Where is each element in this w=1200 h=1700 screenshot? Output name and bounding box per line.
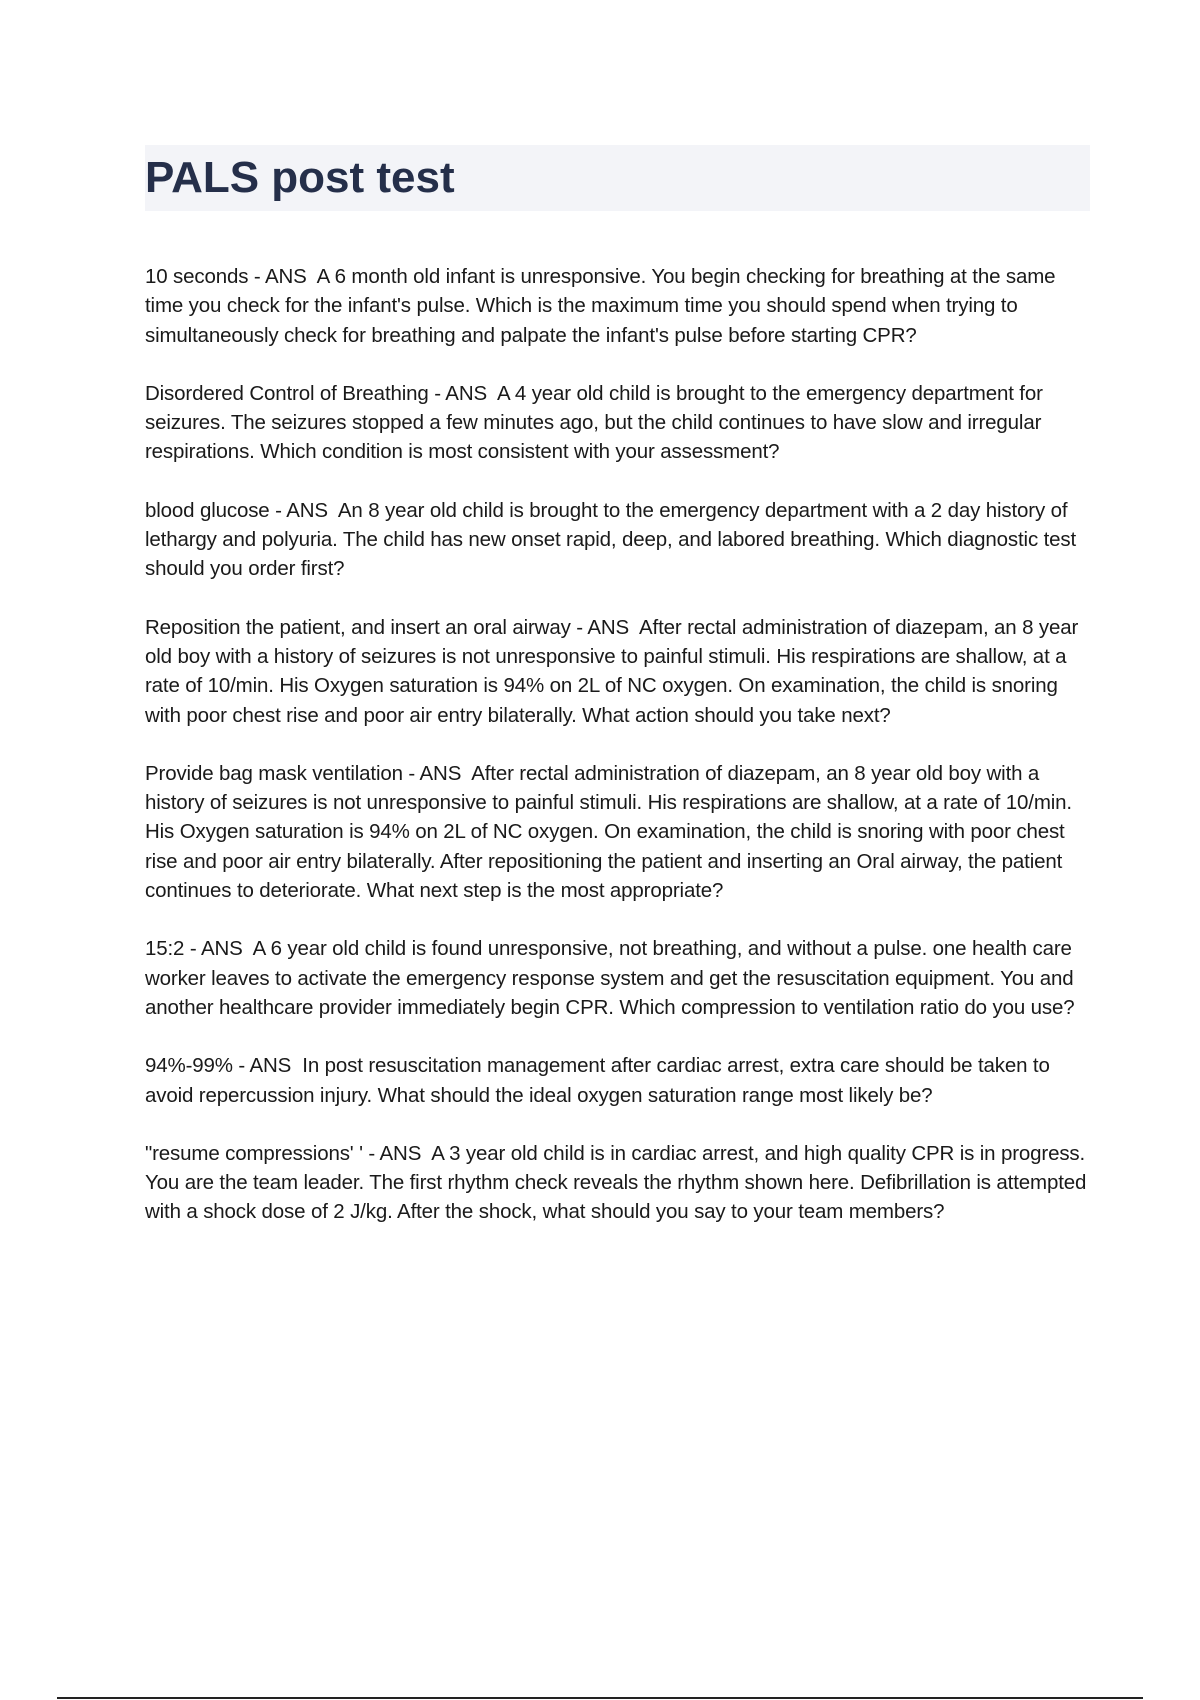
ans-label: ANS bbox=[379, 1141, 422, 1165]
question-text: After rectal administration of diazepam, an 8 year old boy with a history of seizures is not unresponsive to painful stimuli. His respirations are shallow, at a rate of 10/min. His Oxygen saturation is 94% on 2L of NC oxygen. On examination, the child is snoring with poor chest rise and poor air entry bilaterally. What action should you take next? bbox=[145, 615, 1079, 727]
qa-entry bbox=[145, 1139, 1090, 1227]
answer-text: 10 seconds bbox=[145, 265, 249, 288]
answer-text: 15:2 bbox=[145, 937, 185, 961]
question-text: A 4 year old child is brought to the emergency department for seizures. The seizures stopped a few minutes ago, but the child continues to have slow and irregular respirations. Which condition is most consistent with your assessment? bbox=[145, 381, 1043, 464]
question-text: A 6 month old infant is unresponsive. You begin checking for breathing at the same time you check for the infant's pulse. Which is the maximum time you should spend when trying to simultaneously check for breathing and palpate the infant's pulse before starting CPR? bbox=[145, 265, 1056, 347]
page-title: PALS post test bbox=[145, 153, 455, 202]
qa-entry bbox=[145, 379, 1090, 467]
ans-label: ANS bbox=[445, 381, 487, 405]
qa-entry bbox=[145, 1051, 1090, 1110]
qa-entry bbox=[145, 759, 1090, 905]
qa-entry bbox=[145, 496, 1090, 584]
answer-text: 94%-99% bbox=[145, 1054, 233, 1078]
question-text: A 6 year old child is found unresponsive, not breathing, and without a pulse. one health care worker leaves to activate the emergency response system and get the resuscitation equipment. You and another healthcare provider immediately begin CPR. Which compression to ventilation ratio do you use? bbox=[145, 937, 1075, 1019]
question-text: In post resuscitation management after cardiac arrest, extra care should be taken to avoid repercussion injury. What should the ideal oxygen saturation range most likely be? bbox=[145, 1054, 1050, 1107]
ans-label: ANS bbox=[286, 498, 328, 522]
separator: - bbox=[428, 381, 446, 405]
separator: - bbox=[402, 761, 420, 785]
ans-label: ANS bbox=[200, 937, 243, 961]
ans-label: ANS bbox=[265, 265, 307, 288]
answer-text: Disordered Control of Breathing bbox=[145, 381, 429, 405]
ans-label: ANS bbox=[587, 615, 630, 639]
qa-list bbox=[145, 262, 1090, 1256]
question-text: A 3 year old child is in cardiac arrest, and high quality CPR is in progress. You are the team leader. The first rhythm check reveals the rhythm shown here. Defibrillation is attempted with a shock dose of 2 J/kg. After the shock, what should you say to your team members? bbox=[145, 1141, 1087, 1224]
ans-label: ANS bbox=[419, 761, 462, 785]
separator: - bbox=[362, 1141, 380, 1165]
separator: - bbox=[248, 265, 265, 288]
question-text: After rectal administration of diazepam, an 8 year old boy with a history of seizures is not unresponsive to painful stimuli. His respirations are shallow, at a rate of 10/min. His Oxygen saturation is 94% on 2L of NC oxygen. On examination, the child is snoring with poor chest rise and poor air entry bilaterally. After repositioning the patient and inserting an Oral airway, the patient continues to deteriorate. What next step is the most appropriate? bbox=[145, 761, 1072, 903]
separator: - bbox=[570, 615, 588, 639]
qa-entry bbox=[145, 262, 1090, 350]
ans-label: ANS bbox=[249, 1054, 292, 1078]
footer-divider bbox=[57, 1697, 1143, 1699]
separator: - bbox=[269, 498, 287, 522]
separator: - bbox=[232, 1054, 250, 1078]
answer-text: blood glucose bbox=[145, 498, 270, 522]
answer-text: Provide bag mask ventilation bbox=[145, 761, 403, 785]
qa-entry bbox=[145, 934, 1090, 1022]
question-text: An 8 year old child is brought to the emergency department with a 2 day history of lethargy and polyuria. The child has new onset rapid, deep, and labored breathing. Which diagnostic test should you order first? bbox=[145, 498, 1077, 581]
answer-text: "resume compressions' ' bbox=[145, 1141, 363, 1165]
qa-entry bbox=[145, 613, 1090, 730]
separator: - bbox=[184, 937, 201, 961]
title-banner bbox=[145, 145, 1090, 211]
answer-text: Reposition the patient, and insert an oral airway bbox=[145, 615, 571, 639]
